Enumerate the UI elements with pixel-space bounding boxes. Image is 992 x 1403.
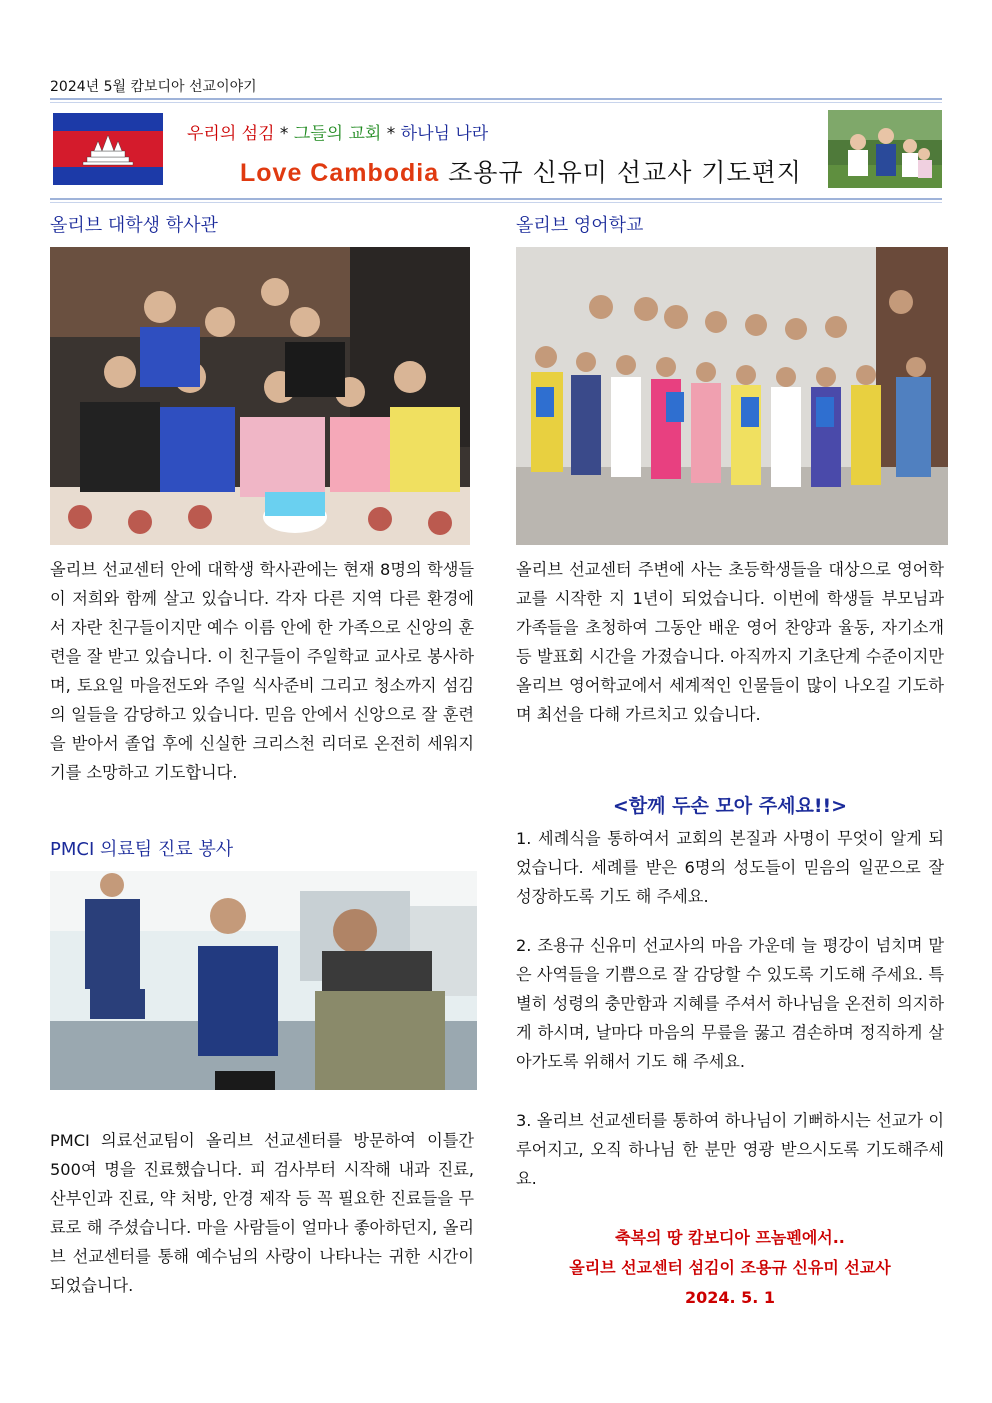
prayer-item-2: 2. 조용규 신유미 선교사의 마음 가운데 늘 평강이 넘치며 맡은 사역들을 기쁨으로 잘 감당할 수 있도록 기도해 주세요. 특별히 성령의 충만함과 지혜를 주셔서 하나님을 온전히 의지하게 하시며, 날마다 마음의 무릎을 꿇고 겸손하며 정직하게 살아가도록 위해서 기도 해 주세요. bbox=[516, 936, 944, 1071]
prayer-request-title: <함께 두손 모아 주세요!!> bbox=[612, 795, 848, 817]
dormitory-body-text: 올리브 선교센터 안에 대학생 학사관에는 현재 8명의 학생들이 저희와 함께 살고 있습니다. 각자 다른 지역 다른 환경에서 자란 친구들이지만 예수 이름 안에 한 가족으로 신앙의 훈련을 잘 받고 있습니다. 이 친구들이 주일학교 교사로 봉사하며, 토요일 마을전도와 주일 식사준비 그리고 청소까지 섬김의 일들을 감당하고 있습니다. 믿음 안에서 신앙으로 잘 훈련을 받아서 졸업 후에 신실한 크리스천 리더로 온전히 세워지기를 소망하고 기도합니다. bbox=[50, 560, 474, 782]
closing-date: 2024. 5. 1 bbox=[684, 1288, 776, 1307]
closing-line-1: 축복의 땅 캄보디아 프놈펜에서.. bbox=[615, 1228, 845, 1247]
prayer-item-3: 3. 올리브 선교센터를 통하여 하나님이 기뻐하시는 선교가 이루어지고, 오직 하나님 한 분만 영광 받으시도록 기도해주세요. bbox=[516, 1111, 944, 1188]
tagline-part2: 그들의 교회 bbox=[293, 124, 382, 144]
medical-team-photo bbox=[50, 871, 477, 1090]
medical-body-text: PMCI 의료선교팀이 올리브 선교센터를 방문하여 이틀간 500여 명을 진료했습니다. 피 검사부터 시작해 내과 진료, 산부인과 진료, 약 처방, 안경 제작 등 꼭 필요한 진료들을 무료로 해 주셨습니다. 마을 사람들이 얼마나 좋아하던지, 올리브 선교센터를 통해 예수님의 사랑이 나타나는 귀한 시간이 되었습니다. bbox=[50, 1131, 474, 1295]
section-title-dormitory: 올리브 대학생 학사관 bbox=[50, 215, 218, 236]
section-title-medical: PMCI 의료팀 진료 봉사 bbox=[50, 839, 234, 860]
header-bottom-rule bbox=[50, 198, 942, 200]
tagline-part3: 하나님 나라 bbox=[400, 124, 489, 144]
section-title-english-school: 올리브 영어학교 bbox=[516, 215, 644, 236]
newsletter-title bbox=[240, 153, 802, 189]
title-brand: Love Cambodia bbox=[240, 159, 440, 187]
tagline-part1: 우리의 섬김 bbox=[187, 124, 275, 144]
prayer-item-1: 1. 세례식을 통하여서 교회의 본질과 사명이 무엇이 알게 되었습니다. 세례를 받은 6명의 성도들이 믿음의 일꾼으로 잘 성장하도록 기도 해 주세요. bbox=[516, 829, 944, 906]
english-school-photo bbox=[516, 247, 948, 545]
closing-line-2: 올리브 선교센터 섬김이 조용규 신유미 선교사 bbox=[569, 1258, 891, 1277]
tagline-star1: * bbox=[274, 124, 294, 144]
date-line: 2024년 5월 캄보디아 선교이야기 bbox=[50, 79, 257, 95]
tagline-star2: * bbox=[381, 124, 401, 144]
header-tagline bbox=[187, 119, 488, 144]
family-photo bbox=[828, 110, 942, 188]
header-top-rule bbox=[50, 98, 942, 100]
english-school-body-text: 올리브 선교센터 주변에 사는 초등학생들을 대상으로 영어학교를 시작한 지 1년이 되었습니다. 이번에 학생들 부모님과 가족들을 초청하여 그동안 배운 영어 찬양과 율동, 자기소개 등 발표회 시간을 가졌습니다. 아직까지 기초단계 수준이지만 올리브 영어학교에서 세계적인 인물들이 많이 나오길 기도하며 최선을 다해 가르치고 있습니다. bbox=[516, 560, 944, 724]
dormitory-students-photo bbox=[50, 247, 470, 545]
cambodia-flag-image bbox=[53, 113, 163, 185]
closing-signature bbox=[516, 1223, 944, 1313]
header-top-rule-thin bbox=[50, 102, 942, 103]
header-bottom-rule-thin bbox=[50, 202, 942, 203]
title-rest: 조용규 신유미 선교사 기도편지 bbox=[439, 158, 802, 187]
